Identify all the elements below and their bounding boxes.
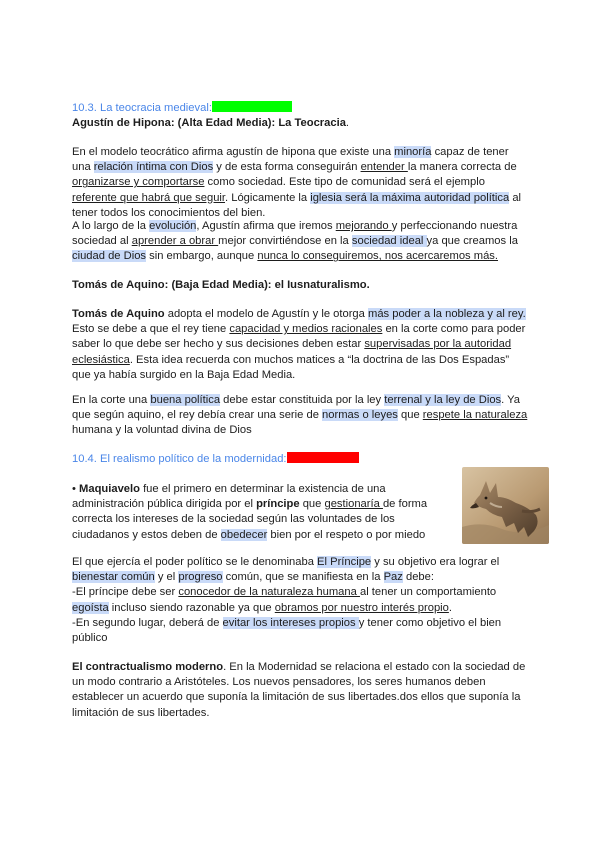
underlined-text: organizarse y comportarse <box>72 176 205 189</box>
section-heading-realismo: 10.4. El realismo político de la modernidad: <box>72 452 530 467</box>
text-run: A lo largo de la <box>72 220 150 232</box>
underlined-text: nunca lo conseguiremos, nos acercaremos más. <box>257 250 499 263</box>
highlighted-text: terrenal y la ley de Dios <box>384 394 502 406</box>
text-run: y el <box>154 571 179 584</box>
highlighted-text: El Príncipe <box>317 556 372 568</box>
paragraph-maquiavelo <box>72 482 454 543</box>
bold-text: Tomás de Aquino <box>72 308 165 320</box>
red-highlight-mark <box>287 452 359 463</box>
text-run: al tener todos los conocimientos del bien. <box>72 191 522 219</box>
highlighted-text: progreso <box>178 571 223 584</box>
subheading-tomas: Tomás de Aquino: (Baja Edad Media): el Iusnaturalismo. <box>72 279 370 291</box>
text-run: de forma correcta los intereses de la sociedad según las voluntades de los ciudadanos y estos deben de <box>72 498 428 541</box>
text-run: ya que creamos la <box>426 235 518 248</box>
highlighted-text: minoría <box>394 146 432 158</box>
text-run: . Lógicamente la <box>225 191 311 204</box>
text-run: bien por el respeto o por miedo <box>267 528 426 541</box>
paragraph-teocracia-1 <box>72 145 530 221</box>
underlined-text: conocedor de la naturaleza humana <box>178 586 360 599</box>
text-run: humana y la voluntad divina de Dios <box>72 424 252 437</box>
text-run: que <box>299 498 325 511</box>
bold-text: príncipe <box>256 498 300 511</box>
highlighted-text: iglesia será la máxima autoridad política <box>310 191 510 204</box>
highlighted-text: buena política <box>150 394 221 406</box>
text-run: . Esta idea recuerda con muchos matices a “la doctrina de las Dos Espadas” que ya había surgido en la Baja Edad Media. <box>72 353 510 381</box>
underlined-text: obramos por nuestro interés propio <box>274 601 449 614</box>
text-run: Esto se debe a que el rey tiene <box>72 323 230 336</box>
highlighted-text: bienestar común <box>72 571 155 584</box>
subheading-agustin: Agustín de Hipona: (Alta Edad Media): La Teocracia. <box>72 117 350 129</box>
paragraph-tomas-1 <box>72 307 530 383</box>
paragraph-tomas-2 <box>72 393 530 439</box>
text-run: y de esta forma conseguirán <box>213 161 361 174</box>
text-run: En el modelo teocrático afirma agustín de hipona que existe una <box>72 146 395 158</box>
bold-text: El contractualismo moderno <box>72 661 224 673</box>
text-run: que <box>397 409 423 422</box>
text-run: y su objetivo era lograr el <box>371 556 500 568</box>
underlined-text: mejorando <box>335 220 392 232</box>
text-run: sin embargo, aunque <box>146 250 258 263</box>
highlighted-text: sociedad ideal <box>351 235 427 248</box>
underlined-text: aprender a obrar <box>131 235 219 248</box>
green-highlight-mark <box>212 101 292 112</box>
underlined-text: supervisadas por la autoridad eclesiástica <box>72 338 512 366</box>
underlined-text: entender <box>360 161 408 174</box>
text-run: . Ya que según aquino, el rey debía crear una serie de <box>72 394 521 422</box>
text-run: En la corte una <box>72 394 151 406</box>
text-run: la manera correcta de <box>407 161 517 174</box>
highlighted-text: normas o leyes <box>322 409 398 422</box>
text-run: al tener un comportamiento <box>359 586 497 599</box>
text-run: -El príncipe debe ser <box>72 586 179 599</box>
highlighted-text: obedecer <box>220 528 268 541</box>
text-run: en la corte como para poder saber lo que debe ser hecho y sus decisiones deben estar <box>72 323 526 351</box>
text-run: y perfeccionando nuestra sociedad al <box>72 220 518 248</box>
highlighted-text: evolución <box>149 220 197 232</box>
paragraph-principe <box>72 555 530 646</box>
highlighted-text: evitar los intereses propios <box>222 616 359 629</box>
highlighted-text: ciudad de Dios <box>72 250 147 263</box>
text-run: mejor convirtiéndose en la <box>218 235 352 248</box>
underlined-text: respete la naturaleza <box>422 409 528 422</box>
underlined-text: capacidad y medios racionales <box>229 323 383 336</box>
highlighted-text: más poder a la nobleza y al rey. <box>368 308 526 320</box>
underlined-text: gestionaría <box>324 498 383 511</box>
paragraph-teocracia-2 <box>72 219 530 265</box>
text-run: . En la Modernidad se relaciona el estado con la sociedad de un modo contrario a Aristóteles. Los nuevos pensadores, los seres humanos deben establecer un acuerdo que suponía la limitación de sus libertades.dos ellos que suponía la limitación de sus libertades. <box>72 661 526 719</box>
text-run: fue el primero en determinar la existencia de una administración pública dirigida por el <box>72 483 386 511</box>
text-run: El que ejercía el poder político se le denominaba <box>72 556 318 568</box>
underlined-text: referente que habrá que seguir <box>72 191 226 204</box>
bold-text: Maquiavelo <box>79 483 140 495</box>
highlighted-text: relación íntima con Dios <box>93 161 214 174</box>
wolf-photo-icon <box>462 467 549 544</box>
text-run: • <box>72 483 80 495</box>
paragraph-contractualismo <box>72 660 530 721</box>
text-run: debe: <box>402 571 434 584</box>
text-run: adopta el modelo de Agustín y le otorga <box>164 308 368 320</box>
highlighted-text: Paz <box>383 571 403 584</box>
text-run: como sociedad. Este tipo de comunidad será el ejemplo <box>204 176 485 189</box>
text-run: debe estar constituida por la ley <box>220 394 385 406</box>
text-run: , Agustín afirma que iremos <box>196 220 336 232</box>
text-run: . <box>448 601 452 614</box>
highlighted-text: egoísta <box>72 601 109 614</box>
section-heading-teocracia: 10.3. La teocracia medieval: <box>72 101 530 116</box>
text-run: -En segundo lugar, deberá de <box>72 616 223 629</box>
text-run: capaz de tener una <box>72 146 509 174</box>
text-run: común, que se manifiesta en la <box>222 571 384 584</box>
text-run: y tener como objetivo el bien público <box>72 616 502 645</box>
text-run: incluso siendo razonable ya que <box>108 601 275 614</box>
